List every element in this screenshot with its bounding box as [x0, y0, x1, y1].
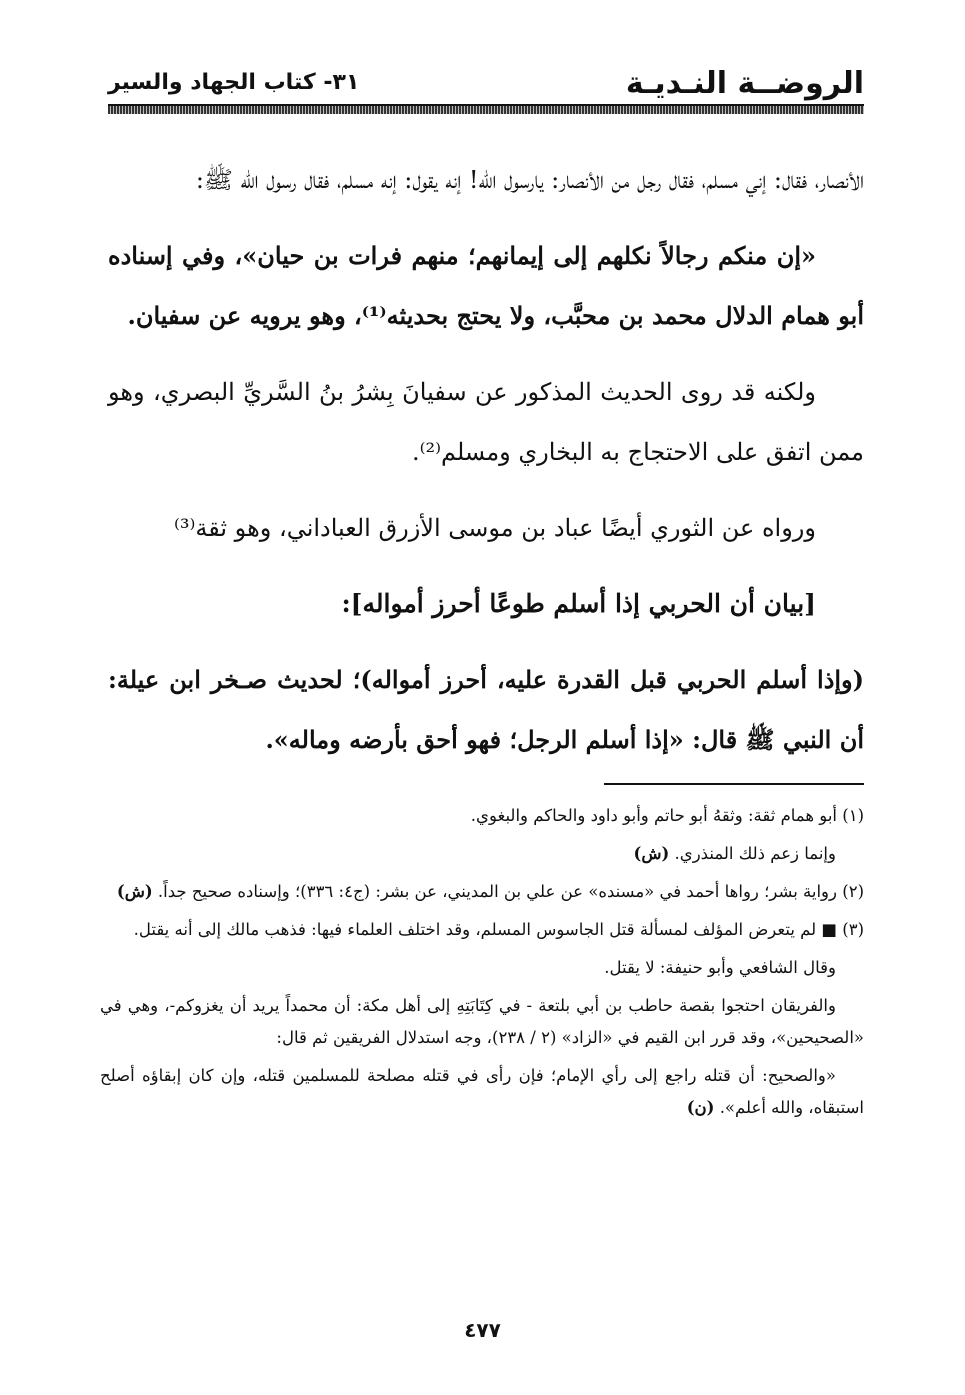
- paragraph-1: الأنصار، فقال: إني مسلم، فقال رجل من الأنصار: يارسول الله! إنه يقول: إنه مسلم، فقال رسول الله ﷺ:: [195, 166, 864, 194]
- paragraph-2: «إن منكم رجالاً نكلهم إلى إيمانهم؛ منهم فرات بن حيان»، وفي إسناده أبو همام الدلال محمد بن محبَّب، ولا يحتج بحديثه⁽¹⁾، وهو يرويه عن سفيان.: [108, 241, 864, 330]
- footnote-3-quote: «والصحيح: أن قتله راجع إلى رأي الإمام؛ فإن رأى في قتله مصلحة للمسلمين قتله، وإن كان إبقاؤه أصلح استبقاه، والله أعلم».: [100, 1066, 864, 1117]
- footnote-1-source: (ش): [633, 844, 670, 863]
- paragraph-3: ولكنه قد روى الحديث المذكور عن سفيانَ بِشرُ بنُ السَّريِّ البصري، وهو ممن اتفق على الاحتجاج به البخاري ومسلم⁽²⁾.: [108, 378, 864, 466]
- chapter-title: ٣١- كتاب الجهاد والسير: [108, 70, 360, 95]
- footnote-3: (٣) ■ لم يتعرض المؤلف لمسألة قتل الجاسوس المسلم، وقد اختلف العلماء فيها: فذهب مالك إلى أنه يقتل.: [133, 920, 864, 939]
- footnote-1-note-text: وإنما زعم ذلك المنذري.: [674, 844, 836, 863]
- footnote-2-text: (٢) رواية بشر؛ رواها أحمد في «مسنده» عن علي بن المديني، عن بشر: (ج٤: ٣٣٦)؛ وإسناده صحيح جداً.: [157, 882, 864, 901]
- footnote-2: [100, 876, 864, 908]
- book-title: الروضــة النـديـة: [625, 66, 864, 101]
- paragraph-4: ورواه عن الثوري أيضًا عباد بن موسى الأزرق العباداني، وهو ثقة⁽³⁾: [173, 514, 816, 542]
- footnote-1-note: [100, 838, 864, 870]
- paragraph-5: (وإذا أسلم الحربي قبل القدرة عليه، أحرز أمواله)؛ لحديث صـخر ابن عيلة: أن النبي ﷺ قال: «إذا أسلم الرجل؛ فهو أحق بأرضه وماله».: [108, 665, 864, 754]
- footnote-3-part-3: والفريقان احتجوا بقصة حاطب بن أبي بلتعة - في كِتَابَتِهِ إلى أهل مكة: أن محمداً يريد أن يغزوكم-، وهي في «الصحيحين»، وقد قرر ابن القيم في «الزاد» (٢ / ٢٣٨)، وجه استدلال الفريقين ثم قال:: [100, 996, 864, 1047]
- footnote-3-part-2: وقال الشافعي وأبو حنيفة: لا يقتل.: [604, 958, 836, 977]
- header-rule: [108, 104, 864, 114]
- running-header: [108, 62, 864, 102]
- footnote-3-source: (ن): [686, 1098, 715, 1117]
- main-text: [108, 150, 864, 786]
- footnote-1: (١) أبو همام ثقة: وثقهُ أبو حاتم وأبو داود والحاكم والبغوي.: [470, 806, 864, 825]
- footnote-2-source: (ش): [116, 882, 153, 901]
- footnote-3-part-4: [100, 1060, 864, 1124]
- footnotes: [100, 800, 864, 1130]
- footnote-separator: [604, 783, 864, 785]
- section-heading: [بيان أن الحربي إذا أسلم طوعًا أحرز أمواله]:: [341, 589, 816, 618]
- page-number: ٤٧٧: [464, 1318, 501, 1342]
